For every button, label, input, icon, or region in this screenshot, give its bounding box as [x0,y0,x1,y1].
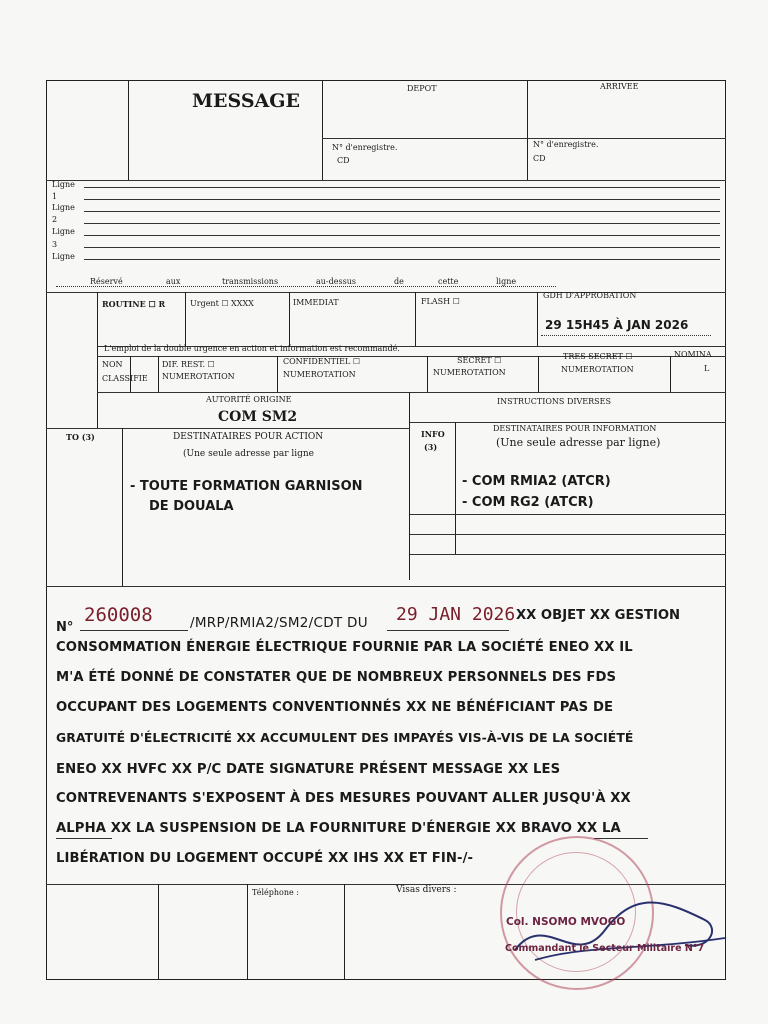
instructions-label: INSTRUCTIONS DIVERSES [497,397,611,406]
ligne-label: Ligne [52,227,75,236]
info-rule [410,554,726,555]
info-top-rule [410,422,726,423]
confidentiel-option: CONFIDENTIEL ☐ [283,357,361,366]
message-line: CONSOMMATION ÉNERGIE ÉLECTRIQUE FOURNIE PAR LA SOCIÉTÉ ENEO XX IL [56,640,633,655]
message-number-prefix: N° [56,620,74,635]
seal-title: Commandant le Secteur Militaire N°7 [505,943,705,954]
info-recipient: - COM RMIA2 (ATCR) [462,474,611,489]
info-subtitle: (Une seule adresse par ligne) [496,436,661,449]
precedence-divider [537,292,538,346]
form-title: MESSAGE [192,90,300,112]
reserve-word: ligne [496,277,517,286]
depot-label: DEPOT [407,84,437,93]
non-classifie: NON [102,360,123,369]
reserve-word: au-dessus [316,277,356,286]
gdh-value: 29 15H45 À JAN 2026 [545,318,689,332]
message-date: 29 JAN 2026 [396,604,516,625]
destinataires-divider [122,428,123,586]
alpha-underline [56,838,112,839]
info-rule [410,514,726,515]
header-divider [527,80,528,180]
ligne-rule [84,211,720,212]
dif-rest-option: DIF. REST. ☐ [162,360,215,369]
bravo-underline [594,838,648,839]
depot-enreg-label: N° d'enregistre. [332,143,398,152]
info-rule [410,534,726,535]
info-label-count: (3) [424,442,438,452]
classification-divider [427,356,428,392]
gdh-underline [541,335,711,336]
autorite-bottom-rule [46,428,410,429]
ligne-rule [84,199,720,200]
message-line: CONTREVENANTS S'EXPOSENT À DES MESURES POUVANT ALLER JUSQU'À XX [56,791,631,806]
message-line: LIBÉRATION DU LOGEMENT OCCUPÉ XX IHS XX ET FIN-/- [56,851,474,866]
nominal-label: L [704,364,710,373]
ligne-rule [84,247,720,248]
dif-rest-numerotation: NUMEROTATION [162,372,235,381]
immediat-option: IMMEDIAT [293,298,339,307]
info-title: DESTINATAIRES POUR INFORMATION [493,424,657,433]
info-recipient: - COM RG2 (ATCR) [462,495,594,510]
ligne-label: Ligne [52,180,75,189]
reserve-word: de [394,277,404,286]
header-rule [322,138,726,139]
header-rule [46,180,726,181]
form-frame [46,80,726,980]
to-label: TO (3) [66,432,95,442]
secret-option: SECRET ☐ [457,356,502,365]
autorite-label: AUTORITÉ ORIGINE [206,395,292,404]
ligne-number: 3 [52,240,58,249]
autorite-divider [409,392,410,580]
ligne-rule [84,259,720,260]
message-line: ALPHA XX LA SUSPENSION DE LA FOURNITURE D'ÉNERGIE XX BRAVO XX LA [56,821,621,836]
message-reference: /MRP/RMIA2/SM2/CDT DU [190,615,368,631]
classification-divider [158,356,159,392]
message-line: M'A ÉTÉ DONNÉ DE CONSTATER QUE DE NOMBREUX PERSONNELS DES FDS [56,670,617,685]
footer-divider [158,884,159,980]
precedence-divider [97,292,98,428]
reserve-word: aux [166,277,181,286]
precedence-divider [415,292,416,346]
secret-numerotation: NUMEROTATION [433,368,506,377]
routine-option: ROUTINE ☐ R [102,299,166,309]
flash-option: FLASH ☐ [421,297,460,306]
classification-divider [670,356,671,392]
ligne-rule [84,187,720,188]
ligne-label: Ligne [52,252,75,261]
ligne-number: 1 [52,192,58,201]
tres-secret-option: TRES SECRET ☐ [563,352,633,361]
reserve-word: Réservé [90,277,123,286]
autorite-value: COM SM2 [218,409,298,425]
visas-label: Visas divers : [396,885,457,895]
info-label: INFO [421,429,445,439]
footer-divider [247,884,248,980]
seal-name: Col. NSOMO MVOGO [506,916,626,928]
footer-divider [344,884,345,980]
telephone-label: Téléphone : [252,888,299,897]
action-recipient: DE DOUALA [149,499,234,514]
nominal-label: NOMINA [674,350,712,359]
tres-secret-numerotation: NUMEROTATION [561,365,634,374]
non-classifie: CLASSIFIE [102,374,148,383]
reserve-word: transmissions [222,277,279,286]
destinataires-bottom-rule [46,586,726,587]
ligne-label: Ligne [52,203,75,212]
message-line: GRATUITÉ D'ÉLECTRICITÉ XX ACCUMULENT DES IMPAYÉS VIS-À-VIS DE LA SOCIÉTÉ [56,730,634,745]
ligne-number: 2 [52,215,58,224]
urgent-option: Urgent ☐ XXXX [190,299,254,308]
ligne-rule [84,235,720,236]
action-recipient: - TOUTE FORMATION GARNISON [130,479,363,494]
precedence-divider [289,292,290,346]
action-subtitle: (Une seule adresse par ligne [183,449,314,459]
header-divider [322,80,323,180]
message-number-underline [80,630,188,631]
reserve-word: cette [438,277,459,286]
arrivee-enreg-label: N° d'enregistre. [533,140,599,149]
depot-cd-label: CD [337,156,350,165]
message-line: XX OBJET XX GESTION [516,608,681,623]
arrivee-label: ARRIVEE [600,82,639,91]
classification-divider [277,356,278,392]
message-date-underline [387,630,509,631]
confidentiel-numerotation: NUMEROTATION [283,370,356,379]
ligne-rule [84,223,720,224]
classification-bottom-rule [97,392,726,393]
action-title: DESTINATAIRES POUR ACTION [173,432,324,442]
header-divider [128,80,129,180]
message-line: OCCUPANT DES LOGEMENTS CONVENTIONNÉS XX NE BÉNÉFICIANT PAS DE [56,700,614,715]
message-number: 260008 [84,604,153,626]
signature [505,890,735,980]
reserve-rule [56,286,556,287]
classification-divider [538,356,539,392]
arrivee-cd-label: CD [533,154,546,163]
gdh-label: GDH D'APPROBATION [543,291,637,300]
message-line: ENEO XX HVFC XX P/C DATE SIGNATURE PRÉSENT MESSAGE XX LES [56,762,561,777]
double-urgence-note: L'emploi de la double urgence en action et information est recommandé. [104,344,400,353]
precedence-divider [185,292,186,346]
